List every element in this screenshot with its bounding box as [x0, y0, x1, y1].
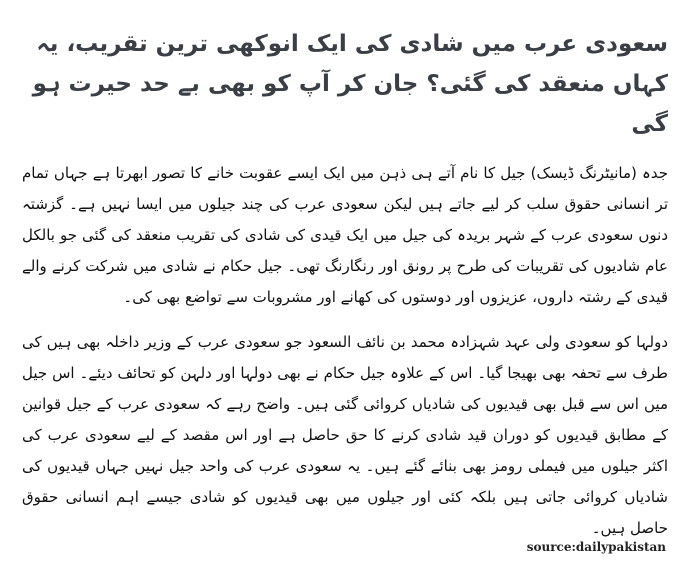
article-headline: سعودی عرب میں شادی کی ایک انوکھی ترین تقریب، یہ کہاں منعقد کی گئی؟ جان کر آپ کو بھی بے حد حیرت ہو گی [32, 31, 668, 137]
source-credit: source:dailypakistan [526, 540, 666, 554]
article-paragraph-1: جدہ (مانیٹرنگ ڈیسک) جیل کا نام آتے ہی ذہن میں ایک ایسے عقوبت خانے کا تصور ابھرتا ہے جہاں تمام تر انسانی حقوق سلب کر لیے جاتے ہیں لیکن سعودی عرب کی چند جیلوں میں ایسا نہیں ہے۔ گزشتہ دنوں سعودی عرب کے شہر بریدہ کی جیل میں ایک قیدی کی شادی کی تقریب منعقد کی گئی جو بالکل عام شادیوں کی تقریبات کی طرح پر رونق اور رنگارنگ تھی۔ جیل حکام نے شادی میں شرکت کرنے والے قیدی کے رشتہ داروں، عزیزوں اور دوستوں کی کھانے اور مشروبات سے تواضع بھی کی۔ [22, 164, 668, 306]
article-paragraph-2: دولہا کو سعودی ولی عہد شہزادہ محمد بن نائف السعود جو سعودی عرب کے وزیر داخلہ بھی ہیں کی طرف سے تحفہ بھی بھیجا گیا۔ اس کے علاوہ جیل حکام نے بھی دولہا اور دلہن کو تحائف دیئے۔ اس جیل میں اس سے قبل بھی قیدیوں کی شادیاں کروائی گئی ہیں۔ واضح رہے کہ سعودی عرب کے جیل قوانین کے مطابق قیدیوں کو دوران قید شادی کرنے کا حق حاصل ہے اور اس مقصد کے لیے سعودی عرب کی اکثر جیلوں میں فیملی رومز بھی بنائے گئے ہیں۔ یہ سعودی عرب کی واحد جیل نہیں جہاں قیدیوں کی شادیاں کروائی جاتی ہیں بلکہ کئی اور جیلوں میں بھی قیدیوں کو شادی جیسے اہم انسانی حقوق حاصل ہیں۔ [22, 333, 668, 537]
